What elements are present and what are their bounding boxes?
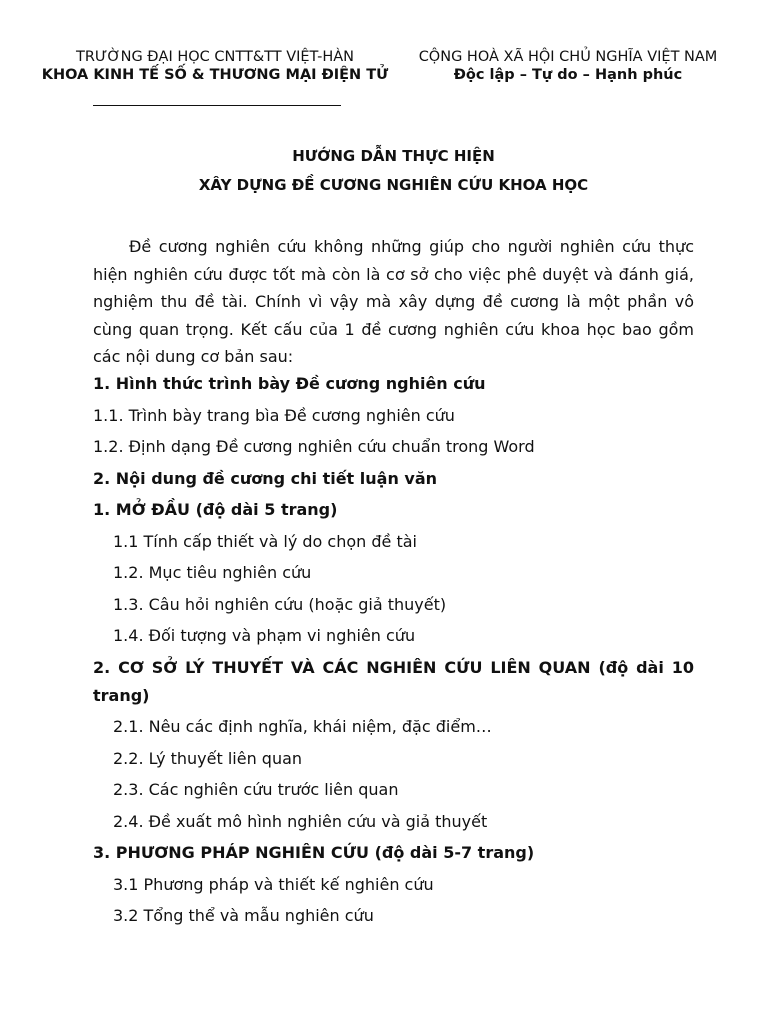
document-subtitle: XÂY DỰNG ĐỀ CƯƠNG NGHIÊN CỨU KHOA HỌC: [198, 176, 589, 194]
outline-item: 2.2. Lý thuyết liên quan: [113, 748, 303, 768]
outline-item: 2.1. Nêu các định nghĩa, khái niệm, đặc điểm…: [113, 717, 492, 736]
outline-item: 3. PHƯƠNG PHÁP NGHIÊN CỨU (độ dài 5-7 trang): [93, 843, 535, 862]
university-name: TRƯỜNG ĐẠI HỌC CNTT&TT VIỆT-HÀN: [76, 49, 354, 65]
outline-list: [93, 374, 694, 926]
national-header: [418, 49, 718, 84]
header-underline: [93, 105, 341, 106]
outline-item: 2.3. Các nghiên cứu trước liên quan: [113, 780, 399, 799]
outline-item: 3.2 Tổng thể và mẫu nghiên cứu: [113, 906, 374, 925]
national-motto: Độc lập – Tự do – Hạnh phúc: [453, 66, 683, 83]
intro-paragraph: Đề cương nghiên cứu không những giúp cho người nghiên cứu thực hiện nghiên cứu được tốt mà còn là cơ sở cho việc phê duyệt và đánh giá, nghiệm thu đề tài. Chính vì vậy mà xây dựng đề cương là một phần vô cùng quan trọng. Kết cấu của 1 đề cương nghiên cứu khoa học bao gồm các nội dung cơ bản sau:: [93, 237, 694, 367]
outline-item: 1. MỞ ĐẦU (độ dài 5 trang): [93, 500, 338, 519]
outline-item: 2. CƠ SỞ LÝ THUYẾT VÀ CÁC NGHIÊN CỨU LIÊN QUAN (độ dài 10 trang): [93, 657, 694, 705]
outline-item: 1.2. Định dạng Đề cương nghiên cứu chuẩn trong Word: [93, 437, 535, 456]
outline-item: 2. Nội dung đề cương chi tiết luận văn: [93, 468, 438, 488]
university-header: [40, 49, 390, 84]
outline-item: 1. Hình thức trình bày Đề cương nghiên cứu: [93, 374, 486, 393]
outline-item: 1.1 Tính cấp thiết và lý do chọn đề tài: [113, 531, 417, 551]
outline-item: 1.1. Trình bày trang bìa Đề cương nghiên cứu: [93, 405, 455, 425]
outline-item: 1.4. Đối tượng và phạm vi nghiên cứu: [113, 626, 416, 645]
outline-item: 2.4. Đề xuất mô hình nghiên cứu và giả thuyết: [113, 811, 488, 831]
outline-item: 1.2. Mục tiêu nghiên cứu: [113, 563, 312, 582]
faculty-name: KHOA KINH TẾ SỐ & THƯƠNG MẠI ĐIỆN TỬ: [41, 66, 389, 83]
outline-item: 3.1 Phương pháp và thiết kế nghiên cứu: [113, 874, 434, 894]
country-name: CỘNG HOÀ XÃ HỘI CHỦ NGHĨA VIỆT NAM: [418, 49, 718, 65]
outline-item: 1.3. Câu hỏi nghiên cứu (hoặc giả thuyết): [113, 594, 447, 614]
document-title: HƯỚNG DẪN THỰC HIỆN: [292, 147, 495, 165]
